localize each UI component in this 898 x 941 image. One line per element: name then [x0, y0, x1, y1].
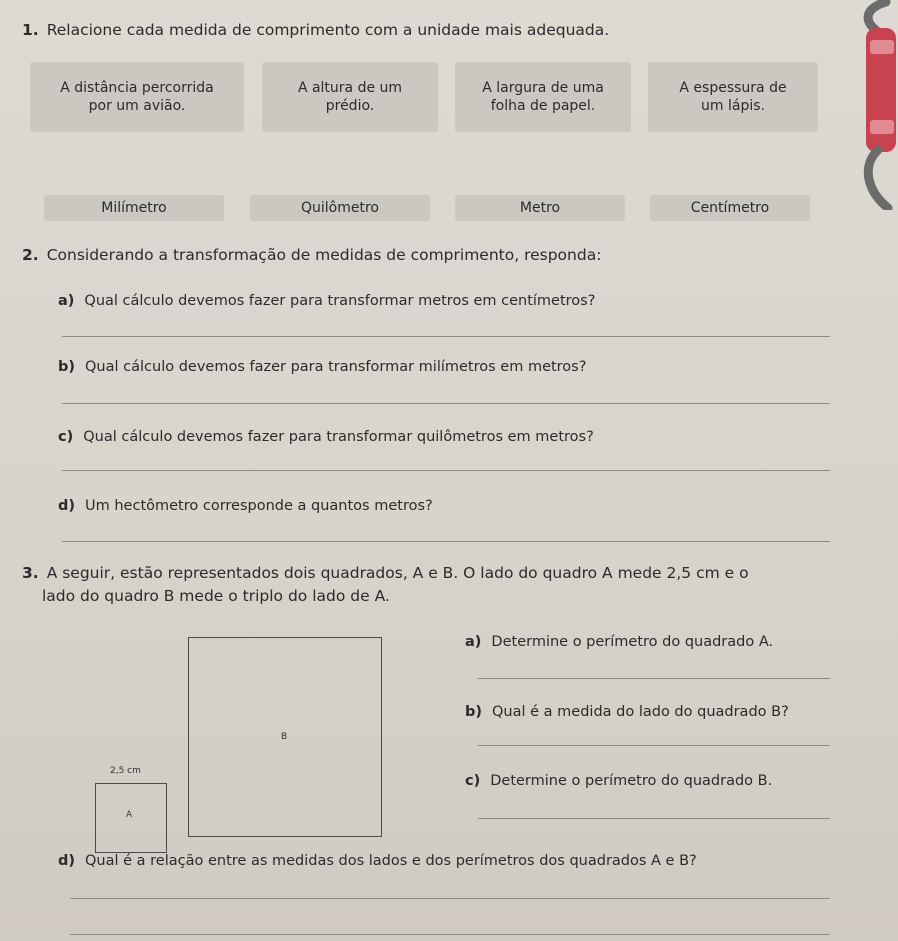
measure-line2: um lápis.	[701, 98, 765, 114]
item-letter: a)	[58, 293, 75, 309]
unit-label: Metro	[519, 200, 561, 216]
item-letter: d)	[58, 853, 76, 869]
question-1-title	[22, 20, 609, 40]
answer-line-3d-extra[interactable]	[70, 934, 830, 935]
measure-box-paper	[455, 62, 631, 132]
unit-box-kilometer	[250, 195, 430, 221]
question-2-title	[22, 245, 601, 265]
answer-line-3d[interactable]	[70, 898, 830, 899]
unit-box-millimeter	[44, 195, 224, 221]
answer-line-3a[interactable]	[478, 678, 830, 679]
question-2b	[58, 358, 586, 376]
question-2c	[58, 428, 594, 446]
measure-line2: por um avião.	[88, 98, 186, 114]
item-text: Um hectômetro corresponde a quantos metros?	[85, 498, 433, 514]
item-text: Qual é a medida do lado do quadrado B?	[492, 704, 789, 720]
item-letter: b)	[58, 359, 76, 375]
answer-line-2b[interactable]	[62, 403, 830, 404]
binder-ring-icon	[848, 0, 898, 210]
question-3-text-line1: A seguir, estão representados dois quadrados, A e B. O lado do quadro A mede 2,5 cm e o	[46, 564, 749, 582]
square-b-label: B	[281, 732, 288, 742]
question-2a	[58, 292, 595, 310]
measure-box-airplane	[30, 62, 244, 132]
measure-line1: A distância percorrida	[60, 80, 214, 96]
question-3c	[465, 772, 772, 790]
unit-box-centimeter	[650, 195, 810, 221]
unit-label: Milímetro	[101, 200, 167, 216]
question-1-number: 1.	[22, 21, 39, 39]
item-text: Qual é a relação entre as medidas dos lados e dos perímetros dos quadrados A e B?	[85, 853, 697, 869]
measure-line2: prédio.	[325, 98, 375, 114]
measure-line1: A espessura de	[679, 80, 787, 96]
measure-box-building	[262, 62, 438, 132]
question-3-title	[22, 563, 882, 583]
question-2-number: 2.	[22, 246, 39, 264]
measure-box-pencil	[648, 62, 818, 132]
question-3a	[465, 633, 773, 651]
question-3-number: 3.	[22, 564, 39, 582]
question-3d	[58, 852, 697, 870]
item-letter: c)	[465, 773, 481, 789]
item-letter: c)	[58, 429, 74, 445]
answer-line-3c[interactable]	[478, 818, 830, 819]
unit-label: Centímetro	[690, 200, 770, 216]
question-3-text-line2: lado do quadro B mede o triplo do lado de A.	[42, 587, 390, 605]
answer-line-3b[interactable]	[478, 745, 830, 746]
answer-line-2a[interactable]	[62, 336, 830, 337]
square-a-dimension: 2,5 cm	[110, 766, 141, 776]
answer-line-2c[interactable]	[62, 470, 830, 471]
answer-line-2d[interactable]	[62, 541, 830, 542]
measure-line1: A largura de uma	[482, 80, 604, 96]
square-a-label: A	[126, 810, 133, 820]
unit-label: Quilômetro	[301, 200, 379, 216]
question-3b	[465, 703, 789, 721]
item-text: Qual cálculo devemos fazer para transformar quilômetros em metros?	[83, 429, 594, 445]
item-letter: a)	[465, 634, 482, 650]
item-letter: b)	[465, 704, 483, 720]
item-letter: d)	[58, 498, 76, 514]
question-1-text: Relacione cada medida de comprimento com a unidade mais adequada.	[46, 21, 610, 39]
item-text: Qual cálculo devemos fazer para transformar metros em centímetros?	[84, 293, 596, 309]
question-2-text: Considerando a transformação de medidas de comprimento, responda:	[46, 246, 602, 264]
question-2d	[58, 497, 433, 515]
item-text: Qual cálculo devemos fazer para transformar milímetros em metros?	[85, 359, 587, 375]
unit-box-meter	[455, 195, 625, 221]
measure-line2: folha de papel.	[490, 98, 596, 114]
item-text: Determine o perímetro do quadrado B.	[490, 773, 773, 789]
item-text: Determine o perímetro do quadrado A.	[491, 634, 774, 650]
measure-line1: A altura de um	[297, 80, 403, 96]
